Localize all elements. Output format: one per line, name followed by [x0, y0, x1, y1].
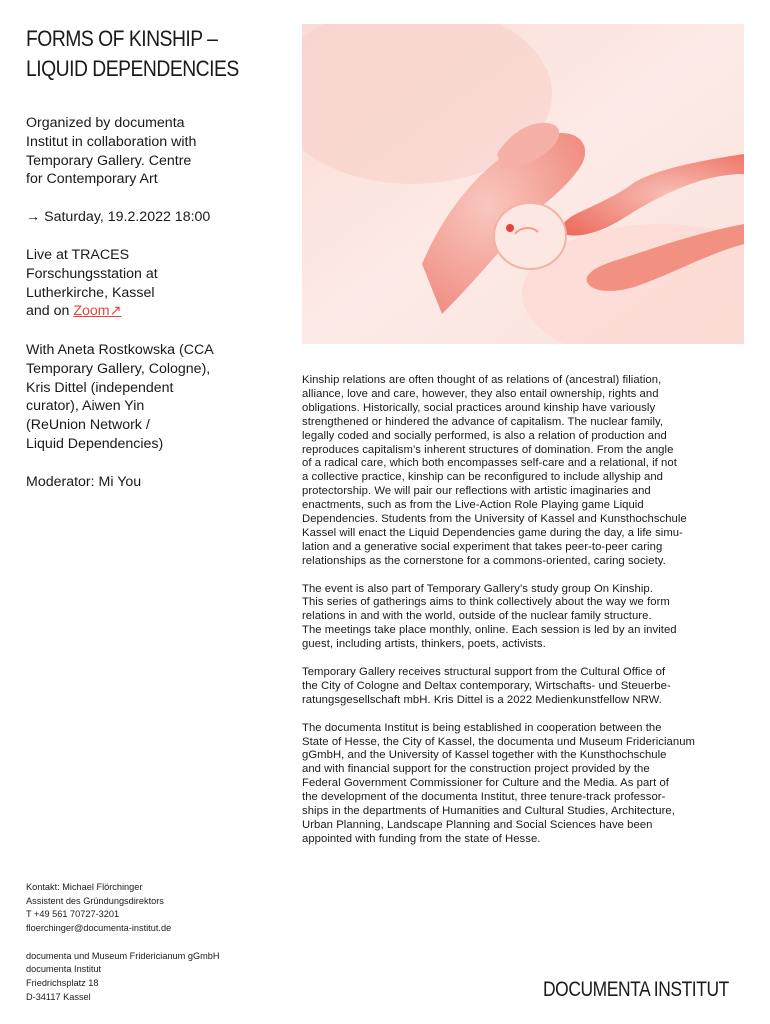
paragraph-line: relations in and with the world, outside of the nuclear family structure.	[302, 610, 652, 623]
paragraph-line: Temporary Gallery receives structural support from the Cultural Office of	[302, 666, 666, 678]
organizer-block	[26, 114, 256, 189]
paragraph-line: gGmbH, and the University of Kassel together with the Kunsthochschule	[302, 749, 667, 762]
paragraph-line: protectorship. We will pair our reflections with artistic imaginaries and	[302, 485, 651, 498]
paragraph-line: State of Hesse, the City of Kassel, the documenta und Museum Fridericianum	[302, 735, 696, 748]
organizer-line: Organized by documenta	[26, 115, 185, 131]
paragraph	[302, 722, 744, 847]
moderator-text: Moderator: Mi You	[26, 474, 142, 490]
organizer-line: for Contemporary Art	[26, 171, 158, 188]
contact-block	[26, 881, 286, 1004]
paragraph-line: alliance, love and care, however, they also entail ownership, rights and	[302, 387, 659, 400]
paragraph-line: enactments, such as from the Live-Action Role Playing game Liquid	[302, 499, 644, 512]
participant-line: Kris Dittel (independent	[26, 379, 174, 396]
paragraph-line: ratungsgesellschaft mbH. Kris Dittel is a 2022 Medienkunstfellow NRW.	[302, 693, 662, 706]
paragraph-line: The documenta Institut is being established in cooperation between the	[302, 721, 662, 734]
paragraph-line: ships in the departments of Humanities and Cultural Studies, Architecture,	[302, 805, 675, 818]
address-line: D-34117 Kassel	[26, 991, 91, 1002]
body-text	[302, 374, 744, 861]
location-line: Live at TRACES	[26, 247, 130, 263]
contact-role: Assistent des Gründungsdirektors	[26, 895, 164, 906]
paragraph-line: and with financial support for the construction project provided by the	[302, 763, 650, 776]
paragraph	[302, 583, 744, 653]
paragraph-line: Federal Government Commissioner for Culture and the Media. As part of	[302, 777, 669, 790]
paragraph-line: guest, including artists, thinkers, poets, activists.	[302, 638, 546, 651]
moderator-block	[26, 473, 256, 492]
participants-block	[26, 341, 256, 454]
paragraph-line: Kassel will enact the Liquid Dependencies game during the day, a life simu-	[302, 526, 683, 539]
contact-phone: T +49 561 70727-3201	[26, 909, 120, 920]
institute-logo: DOCUMENTA INSTITUT	[543, 978, 729, 1001]
participant-line: (ReUnion Network /	[26, 417, 150, 434]
title-line-2: LIQUID DEPENDENCIES	[26, 56, 239, 81]
paragraph	[302, 374, 744, 569]
paragraph-line: The meetings take place monthly, online. Each session is led by an invited	[302, 624, 677, 637]
contact-name: Kontakt: Michael Flörchinger	[26, 882, 143, 892]
location-line: Forschungsstation at	[26, 265, 158, 282]
paragraph-line: relationships as the cornerstone for a commons-oriented, caring society.	[302, 554, 666, 567]
zoom-link[interactable]: Zoom↗	[73, 303, 122, 320]
page-title	[26, 24, 250, 84]
title-line-1: FORMS OF KINSHIP –	[26, 26, 218, 51]
date-text: → Saturday, 19.2.2022 18:00	[26, 209, 211, 225]
paragraph-line: legally coded and socially performed, is also a relation of production and	[302, 429, 667, 442]
online-prefix: and on	[26, 303, 74, 320]
paragraph-line: strengthened or hindered the advance of capitalism. The nuclear family,	[302, 415, 664, 428]
participant-line: Liquid Dependencies)	[26, 435, 164, 452]
online-line	[26, 302, 256, 321]
location-line: Lutherkirche, Kassel	[26, 284, 155, 301]
paragraph-line: Urban Planning, Landscape Planning and Social Sciences have been	[302, 818, 653, 831]
paragraph-line: Dependencies. Students from the University of Kassel and Kunsthochschule	[302, 513, 687, 526]
participant-line: curator), Aiwen Yin	[26, 398, 145, 415]
event-date	[26, 208, 256, 227]
paragraph-line: appointed with funding from the state of Hesse.	[302, 832, 541, 845]
paragraph-line: obligations. Historically, social practices around kinship have variously	[302, 401, 656, 414]
paragraph-line: the development of the documenta Institut, three tenure-track professor-	[302, 791, 666, 804]
address-line: Friedrichsplatz 18	[26, 977, 99, 988]
address-line: documenta Institut	[26, 964, 102, 975]
paragraph-line: a collective practice, kinship can be reconfigured to include allyship and	[302, 471, 664, 484]
paragraph-line: This series of gatherings aims to think collectively about the way we form	[302, 596, 670, 609]
hero-image	[302, 24, 744, 344]
location-block	[26, 246, 256, 321]
organizer-line: Temporary Gallery. Centre	[26, 152, 192, 169]
address-line: documenta und Museum Fridericianum gGmbH	[26, 950, 220, 961]
paragraph-line: Kinship relations are often thought of as relations of (ancestral) filiation,	[302, 374, 662, 386]
participant-line: Temporary Gallery, Cologne),	[26, 360, 211, 377]
organizer-line: Institut in collaboration with	[26, 133, 197, 150]
paragraph-line: the City of Cologne and Deltax contemporary, Wirtschafts- und Steuerbe-	[302, 679, 671, 692]
paragraph	[302, 666, 744, 708]
paragraph-line: of a radical care, which both encompasses self-care and a relational, if not	[302, 457, 677, 470]
paragraph-line: reproduces capitalism’s inherent structures of domination. From the angle	[302, 443, 674, 456]
participant-line: With Aneta Rostkowska (CCA	[26, 342, 214, 358]
paragraph-line: The event is also part of Temporary Gallery’s study group On Kinship.	[302, 582, 653, 595]
hands-illustration	[302, 24, 744, 344]
paragraph-line: lation and a generative social experiment that takes peer-to-peer caring	[302, 540, 663, 553]
contact-email: floerchinger@documenta-institut.de	[26, 923, 172, 934]
